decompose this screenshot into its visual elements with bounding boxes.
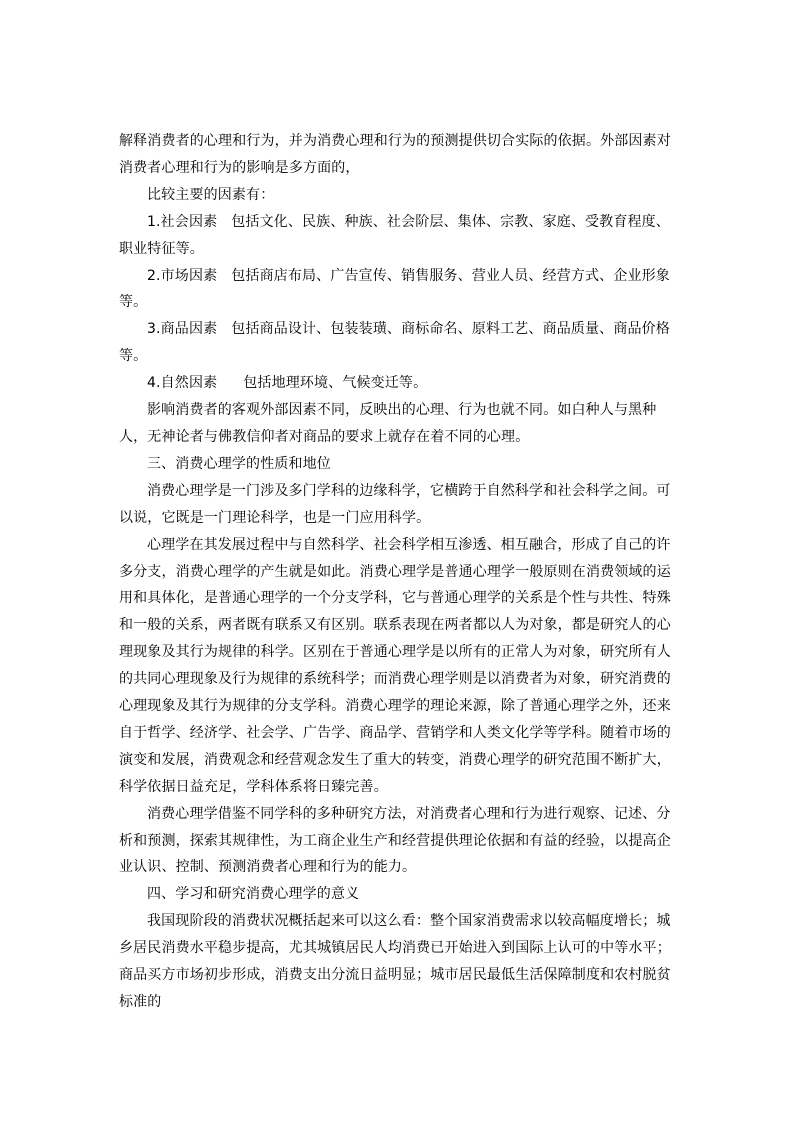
factor-desc: 包括文化、民族、种族、社会阶层、集体、宗教、家庭、受教育程度、职业特征等。 bbox=[119, 213, 670, 257]
factor-desc: 包括商品设计、包装装璜、商标命名、原料工艺、商品质量、商品价格等。 bbox=[119, 321, 670, 365]
factor-name: 4.自然因素 bbox=[147, 375, 218, 392]
factor-item-natural bbox=[119, 370, 675, 397]
factor-item-market bbox=[119, 263, 675, 317]
factor-item-social bbox=[119, 209, 675, 263]
factor-desc: 包括商店布局、广告宣传、销售服务、营业人员、经营方式、企业形象等。 bbox=[119, 267, 670, 311]
paragraph-nature: 消费心理学是一门涉及多门学科的边缘科学，它横跨于自然科学和社会科学之间。可以说，它既是一门理论科学，也是一门应用科学。 bbox=[119, 482, 671, 526]
factor-name: 2.市场因素 bbox=[147, 267, 218, 284]
paragraph-relationship: 心理学在其发展过程中与自然科学、社会科学相互渗透、相互融合，形成了自己的许多分支，消费心理学的产生就是如此。消费心理学是普通心理学一般原则在消费领域的运用和具体化，是普通心理学的一个分支学科，它与普通心理学的关系是个性与共性、特殊和一般的关系，两者既有联系又有区别。联系表现在两者都以人为对象，都是研究人的心理现象及其行为规律的科学。区别在于普通心理学是以所有的正常人为对象，研究所有人的共同心理现象及行为规律的系统科学；而消费心理学则是以消费者为对象，研究消费的心理现象及其行为规律的分支学科。消费心理学的理论来源，除了普通心理学之外，还来自于哲学、经济学、社会学、广告学、商品学、营销学和人类文化学等学科。随着市场的演变和发展，消费观念和经营观念发生了重大的转变，消费心理学的研究范围不断扩大，科学依据日益充足，学科体系将日臻完善。 bbox=[119, 536, 671, 795]
factor-item-product bbox=[119, 316, 675, 370]
paragraph-external-factors: 影响消费者的客观外部因素不同，反映出的心理、行为也就不同。如白种人与黑种人，无神论者与佛教信仰者对商品的要求上就存在着不同的心理。 bbox=[119, 402, 657, 445]
paragraph-continuation: 解释消费者的心理和行为，并为消费心理和行为的预测提供切合实际的依据。外部因素对消费者心理和行为的影响是多方面的， bbox=[119, 133, 671, 176]
factor-name: 3.商品因素 bbox=[147, 321, 218, 338]
document-body bbox=[119, 128, 675, 1016]
factor-desc: 包括地理环境、气候变迁等。 bbox=[243, 375, 428, 392]
paragraph-significance: 我国现阶段的消费状况概括起来可以这么看：整个国家消费需求以较高幅度增长；城乡居民消费水平稳步提高，尤其城镇居民人均消费已开始进入到国际上认可的中等水平；商品买方市场初步形成，消费支出分流日益明显；城市居民最低生活保障制度和农村脱贫标准的 bbox=[119, 913, 671, 1010]
factor-name: 1.社会因素 bbox=[147, 213, 218, 230]
section-heading-3: 三、消费心理学的性质和地位 bbox=[147, 455, 331, 472]
section-heading-4: 四、学习和研究消费心理学的意义 bbox=[147, 886, 360, 903]
paragraph-factors-intro: 比较主要的因素有： bbox=[147, 186, 275, 203]
paragraph-methods: 消费心理学借鉴不同学科的多种研究方法，对消费者心理和行为进行观察、记述、分析和预测，探索其规律性，为工商企业生产和经营提供理论依据和有益的经验，以提高企业认识、控制、预测消费者心理和行为的能力。 bbox=[119, 805, 671, 876]
